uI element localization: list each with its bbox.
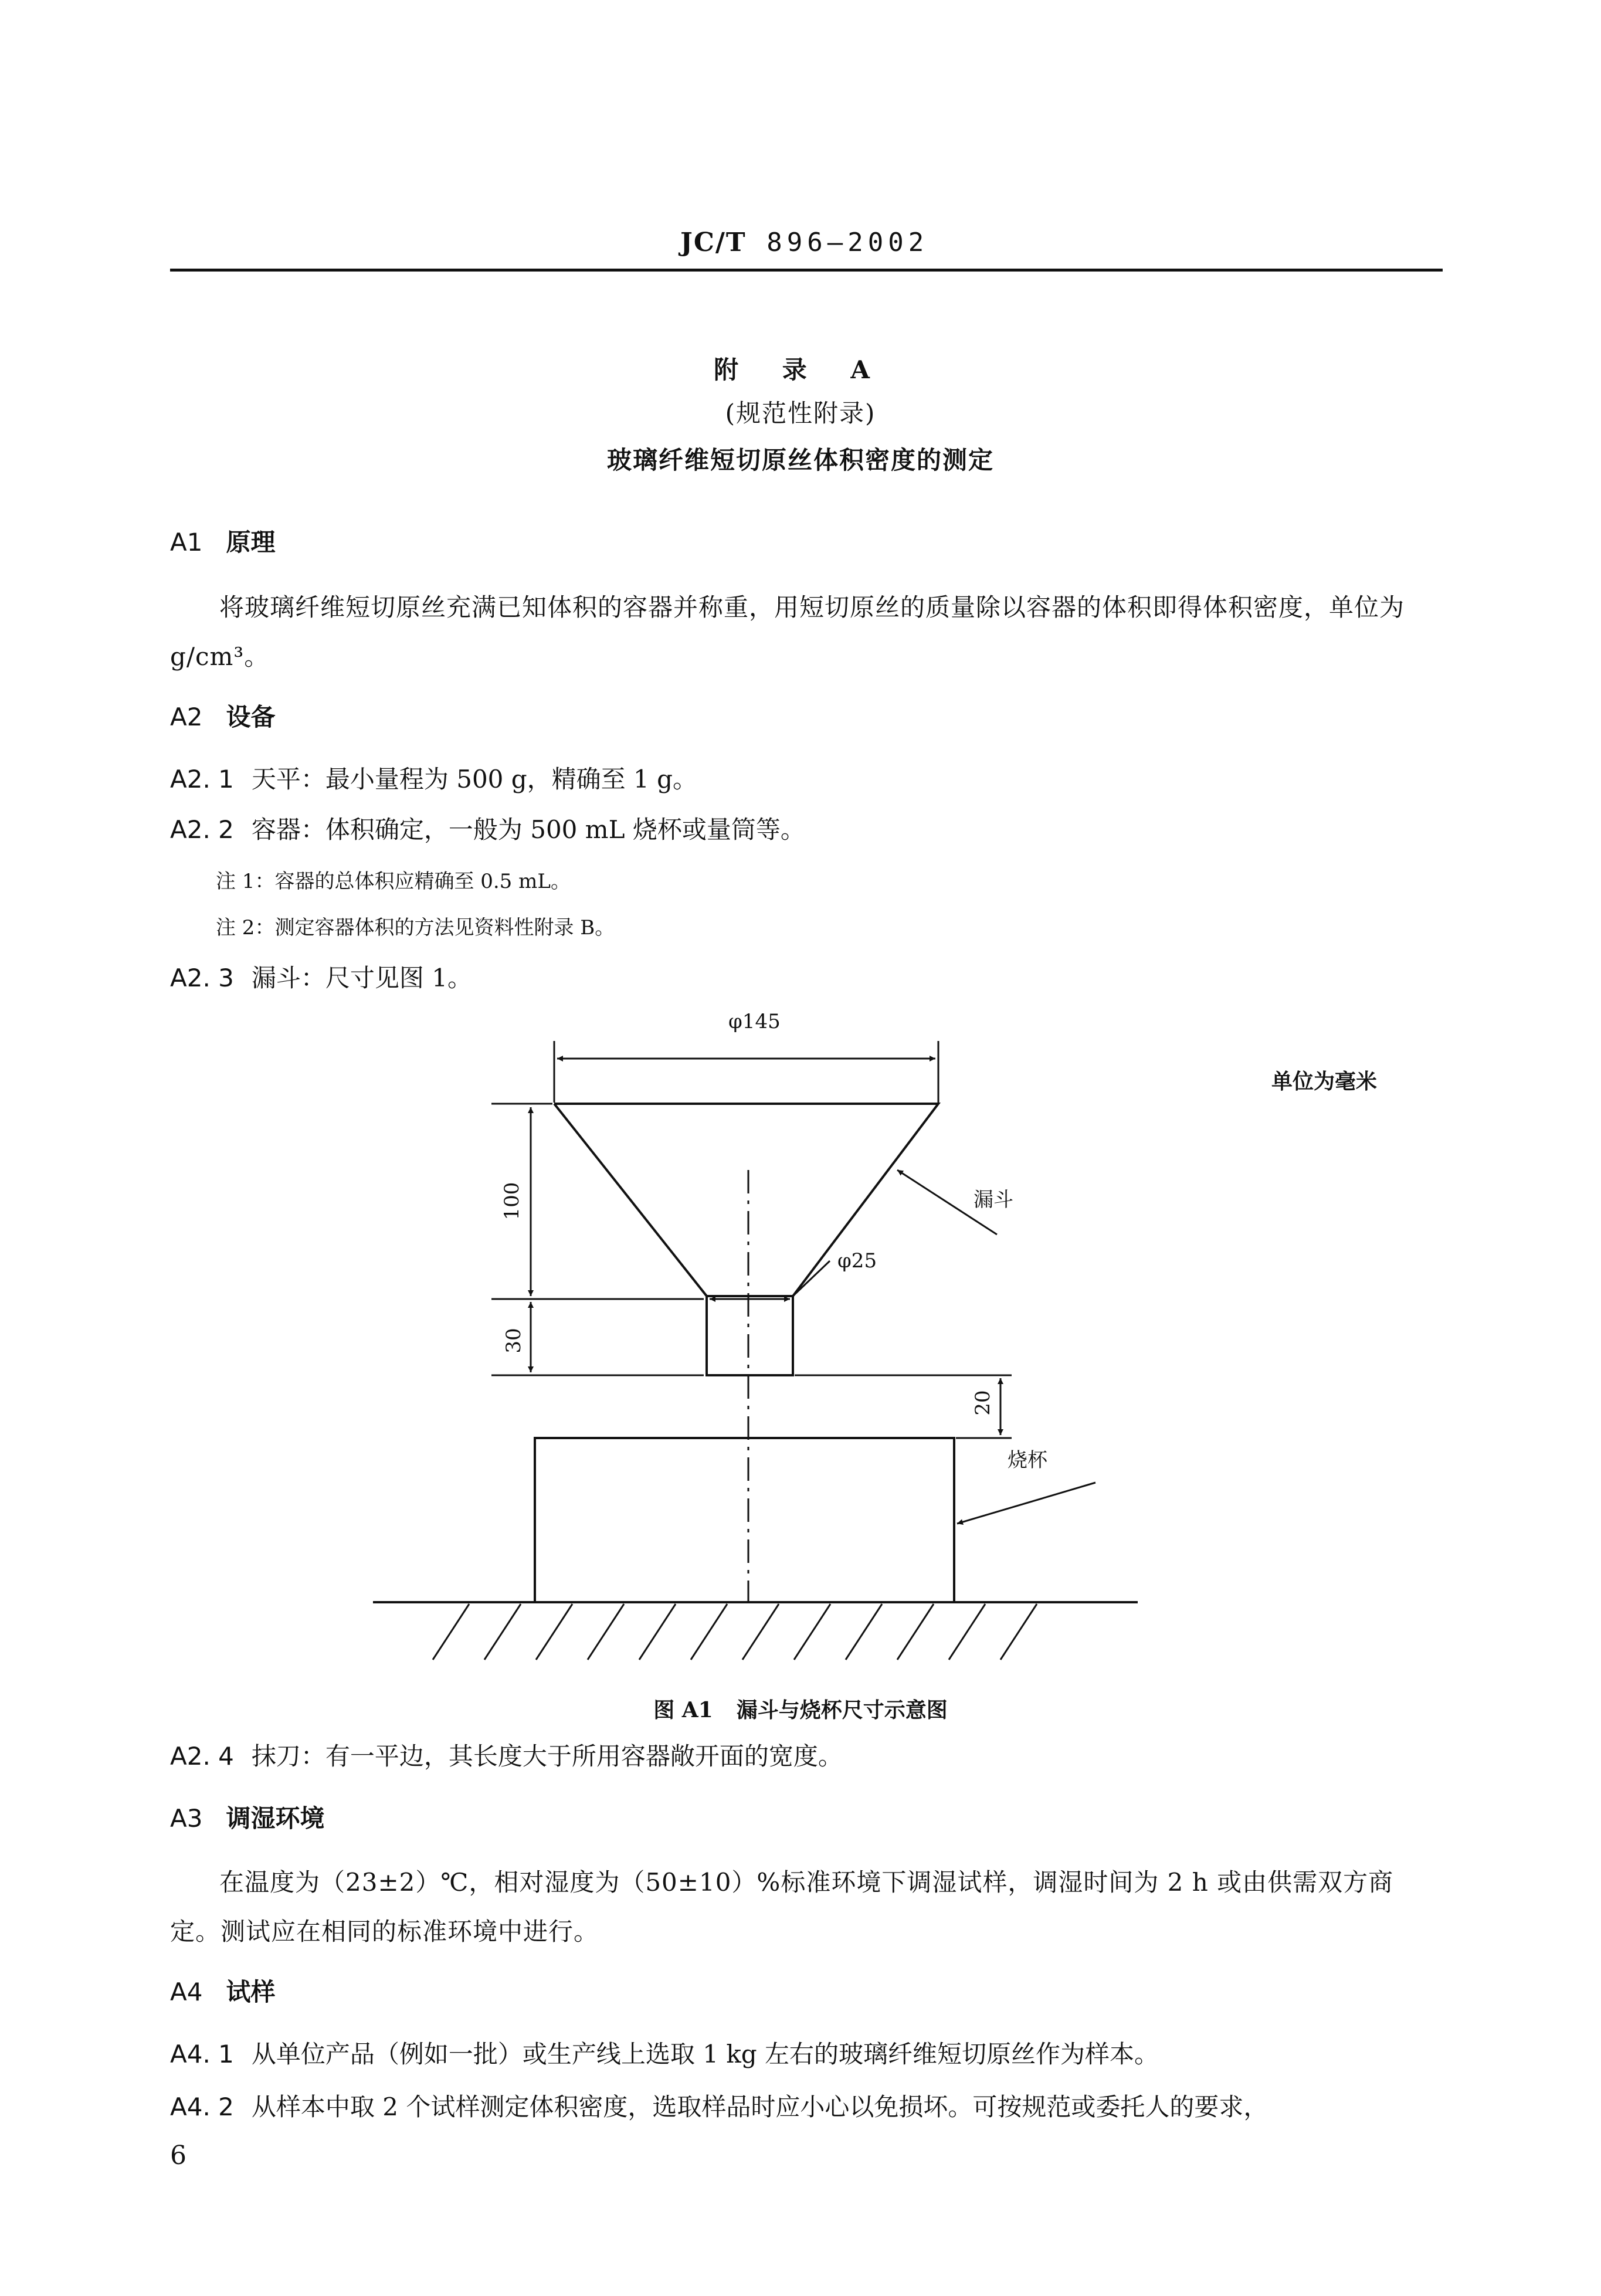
- section-title: 试样: [226, 1978, 276, 2006]
- standard-code-prefix: JC/T: [680, 228, 747, 257]
- section-number: A3: [170, 1804, 203, 1833]
- section-title: 设备: [226, 703, 276, 731]
- section-title: 原理: [226, 528, 276, 557]
- funnel-outline: [554, 1104, 938, 1375]
- section-number: A2: [170, 703, 203, 731]
- item-text: 从单位产品（例如一批）或生产线上选取 1 kg 左右的玻璃纤维短切原丝作为样本。: [251, 2040, 1159, 2068]
- beaker-outline: [535, 1438, 954, 1602]
- annex-title: 附 录 A: [714, 355, 887, 384]
- funnel-label: 漏斗: [974, 1188, 1013, 1212]
- dim-neck-label: φ25: [837, 1249, 877, 1273]
- item-text: 漏斗：尺寸见图 1。: [251, 964, 472, 992]
- beaker-leader: [957, 1483, 1095, 1524]
- item-text: 容器：体积确定，一般为 500 mL 烧杯或量筒等。: [251, 815, 805, 844]
- beaker-label: 烧杯: [1008, 1449, 1047, 1472]
- item-number: A2. 1: [170, 765, 234, 793]
- section-title: 调湿环境: [226, 1804, 325, 1833]
- item-text: 抹刀：有一平边，其长度大于所用容器敞开面的宽度。: [251, 1742, 843, 1771]
- section-a3-text: 在温度为（23±2）℃，相对湿度为（50±10）%标准环境下调湿试样，调湿时间为 2 h 或由供需双方商定。测试应在相同的标准环境中进行。: [170, 1868, 1394, 1946]
- dim-gap-label: 20: [971, 1390, 995, 1416]
- item-number: A2. 2: [170, 815, 234, 844]
- figure-caption: [0, 1694, 1601, 1724]
- note-1: 注 1：容器的总体积应精确至 0.5 mL。: [216, 870, 571, 893]
- annex-subtitle: (规范性附录): [725, 399, 876, 428]
- section-a1-text: 将玻璃纤维短切原丝充满已知体积的容器并称重，用短切原丝的质量除以容器的体积即得体积密度，单位为 g/cm³。: [170, 593, 1405, 671]
- item-number: A2. 3: [170, 964, 234, 992]
- dim-spout-label: 30: [502, 1328, 525, 1354]
- standard-code-number: 896—2002: [766, 228, 929, 257]
- figure-number: 图 A1: [653, 1698, 713, 1722]
- section-number: A4: [170, 1978, 203, 2006]
- note-2: 注 2：测定容器体积的方法见资料性附录 B。: [216, 916, 615, 940]
- item-a4-2: [170, 2088, 1268, 2123]
- section-a4-heading: [170, 1973, 275, 2008]
- section-number: A1: [170, 528, 203, 557]
- dim-neck-leader: [793, 1261, 830, 1296]
- item-a4-1: [170, 2035, 1159, 2070]
- dim-height-label: 100: [500, 1182, 524, 1220]
- figure-caption-text: 漏斗与烧杯尺寸示意图: [736, 1698, 948, 1722]
- dim-top-label: φ145: [728, 1010, 781, 1033]
- page-number: 6: [170, 2141, 186, 2170]
- figure-unit-note: 单位为毫米: [1271, 1069, 1378, 1094]
- annex-name: 玻璃纤维短切原丝体积密度的测定: [606, 446, 994, 474]
- item-number: A4. 1: [170, 2040, 234, 2068]
- ground-hatching: [433, 1604, 1037, 1660]
- item-number: A2. 4: [170, 1742, 234, 1771]
- item-text: 从样本中取 2 个试样测定体积密度，选取样品时应小心以免损坏。可按规范或委托人的要求，: [251, 2092, 1268, 2121]
- item-a2-4: [170, 1737, 843, 1772]
- section-a3-heading: [170, 1799, 324, 1834]
- item-text: 天平：最小量程为 500 g，精确至 1 g。: [251, 765, 697, 793]
- item-number: A4. 2: [170, 2092, 234, 2121]
